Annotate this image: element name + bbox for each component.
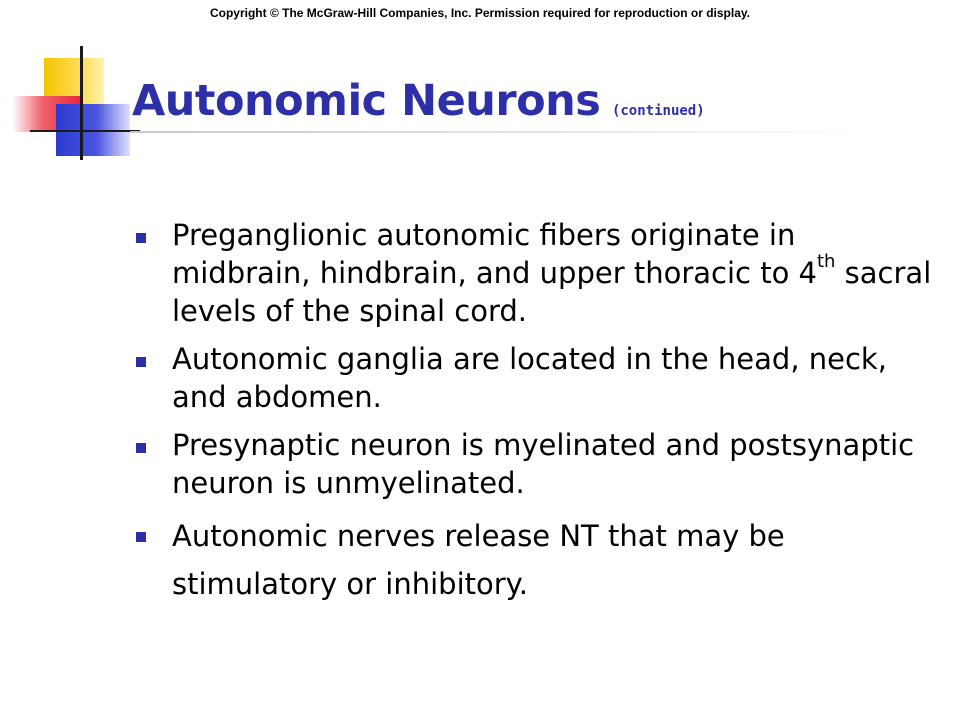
bullet-item-1 xyxy=(136,216,946,330)
logo-horizontal-line xyxy=(30,130,140,132)
slide-title xyxy=(132,76,705,126)
bullet-text: Presynaptic neuron is myelinated and postsynaptic neuron is unmyelinated. xyxy=(172,428,915,500)
bullet-text-part: sacral levels of the spinal cord. xyxy=(172,256,932,328)
logo-vertical-line xyxy=(80,46,83,160)
bullet-item-2 xyxy=(136,340,946,416)
copyright-notice: Copyright © The McGraw-Hill Companies, Inc. Permission required for reproduction or display. xyxy=(209,6,751,20)
square-bullet-icon xyxy=(136,357,146,367)
bullet-text xyxy=(172,216,942,330)
bullet-item-4 xyxy=(136,512,946,608)
square-bullet-icon xyxy=(136,532,146,542)
slide-title-main: Autonomic Neurons xyxy=(132,76,601,126)
bullet-list xyxy=(136,216,946,618)
bullet-text-part: Preganglionic autonomic fibers originate in midbrain, hindbrain, and upper thoracic to 4 xyxy=(172,218,817,290)
square-bullet-icon xyxy=(136,443,146,453)
bullet-text: Autonomic nerves release NT that may be stimulatory or inhibitory. xyxy=(172,519,785,601)
title-underline xyxy=(130,131,870,133)
slide-title-sub: (continued) xyxy=(611,103,705,119)
square-bullet-icon xyxy=(136,233,146,243)
ordinal-superscript: th xyxy=(816,251,836,272)
bullet-text: Autonomic ganglia are located in the head, neck, and abdomen. xyxy=(172,342,887,414)
bullet-item-3 xyxy=(136,426,946,502)
